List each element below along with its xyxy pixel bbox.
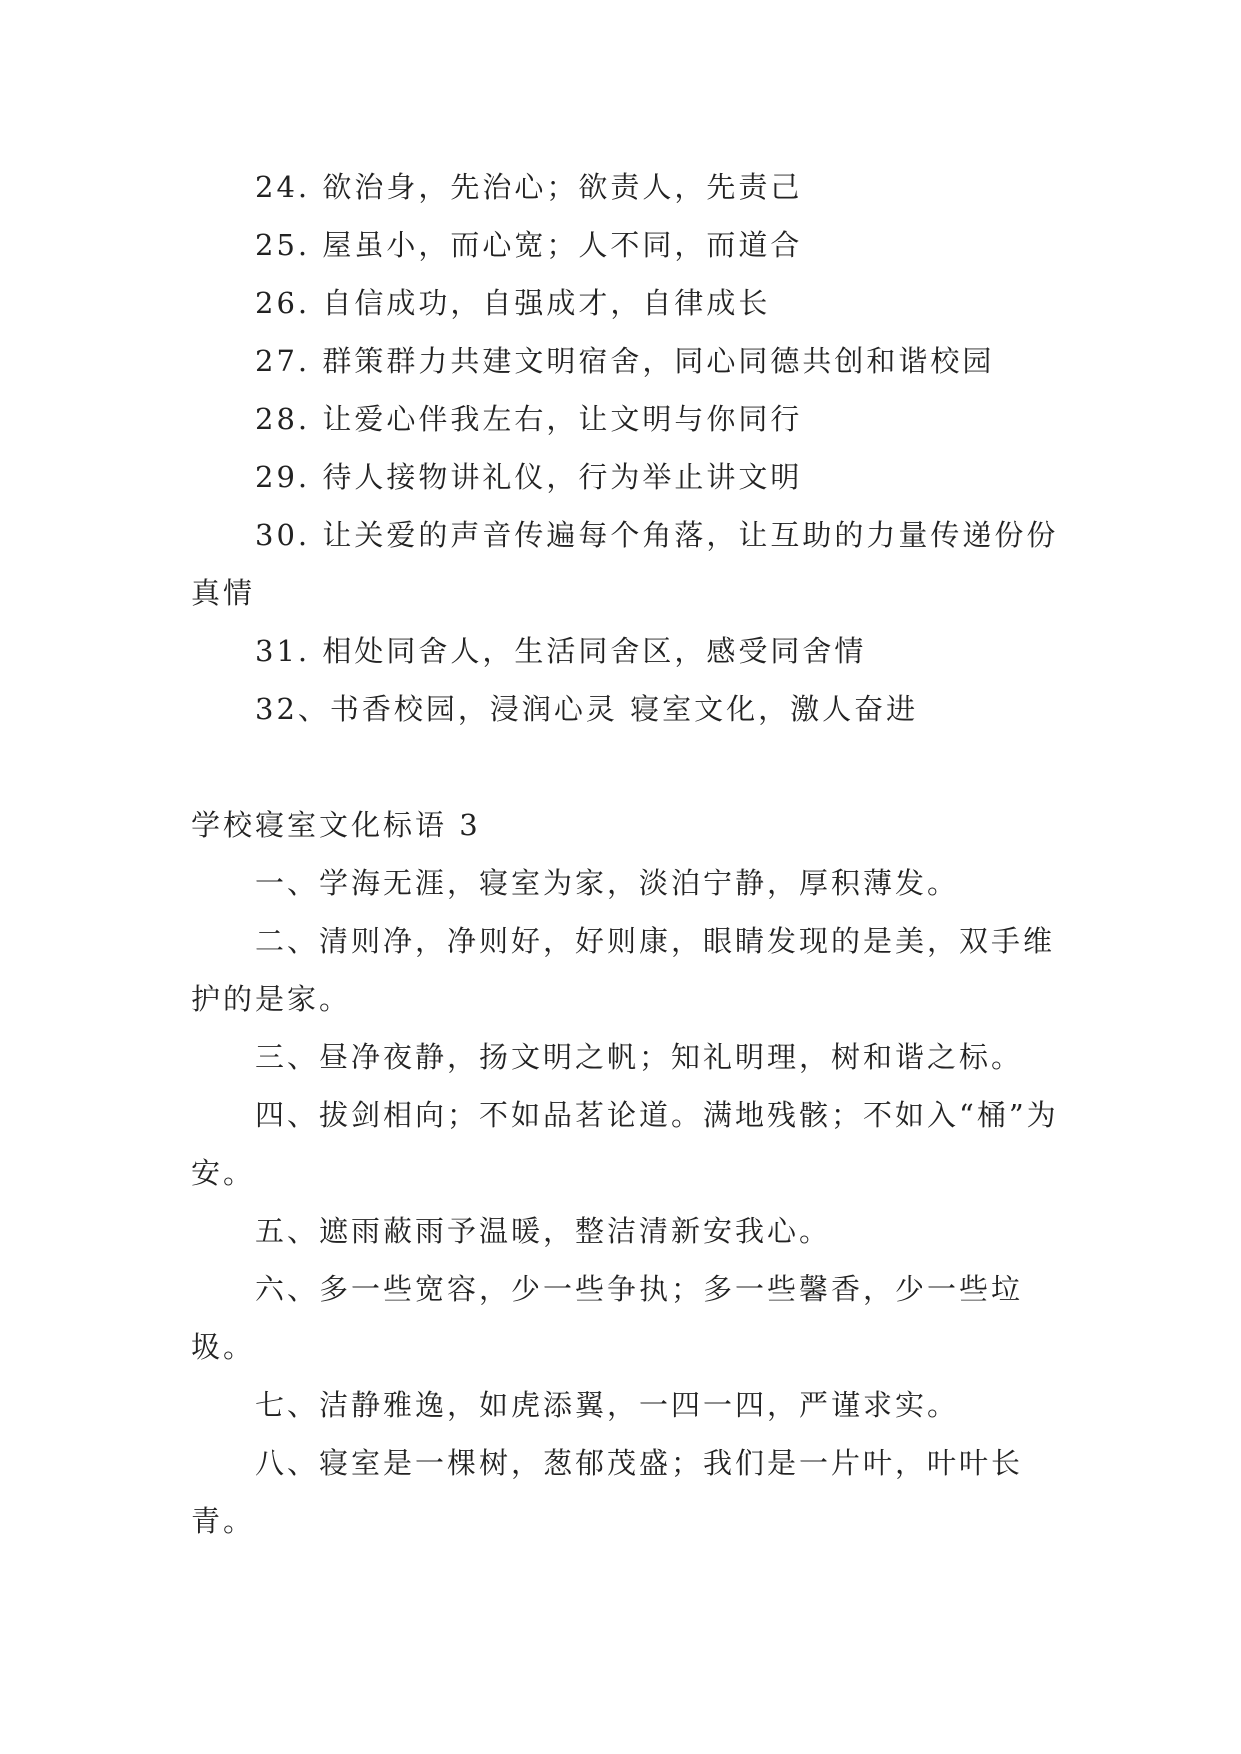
slogan-25: 25. 屋虽小，而心宽；人不同，而道合 <box>255 228 803 262</box>
slogan-26: 26. 自信成功，自强成才，自律成长 <box>255 286 771 320</box>
slogan-three: 三、昼净夜静，扬文明之帆；知礼明理，树和谐之标。 <box>255 1040 1024 1074</box>
slogan-30: 30. 让关爱的声音传遍每个角落，让互助的力量传递份份真情 <box>191 518 1059 610</box>
section-spacer <box>191 738 1071 796</box>
slogan-31: 31. 相处同舍人，生活同舍区，感受同舍情 <box>255 634 867 668</box>
slogan-seven: 七、洁静雅逸，如虎添翼，一四一四，严谨求实。 <box>255 1388 960 1422</box>
slogan-32: 32、书香校园，浸润心灵 寝室文化，激人奋进 <box>255 692 919 726</box>
section-heading: 学校寝室文化标语 3 <box>191 808 481 842</box>
slogan-27: 27. 群策群力共建文明宿舍，同心同德共创和谐校园 <box>255 344 995 378</box>
slogan-four: 四、拔剑相向；不如品茗论道。满地残骸；不如入“桶”为安。 <box>191 1098 1059 1190</box>
slogan-29: 29. 待人接物讲礼仪，行为举止讲文明 <box>255 460 803 494</box>
slogan-one: 一、学海无涯，寝室为家，淡泊宁静，厚积薄发。 <box>255 866 960 900</box>
slogan-eight: 八、寝室是一棵树，葱郁茂盛；我们是一片叶，叶叶长青。 <box>191 1446 1024 1538</box>
slogan-24: 24. 欲治身，先治心；欲责人，先责己 <box>255 170 803 204</box>
slogan-six: 六、多一些宽容，少一些争执；多一些馨香，少一些垃圾。 <box>191 1272 1024 1364</box>
slogan-two: 二、清则净，净则好，好则康，眼睛发现的是美，双手维护的是家。 <box>191 924 1056 1016</box>
document-body <box>191 158 1071 1550</box>
slogan-28: 28. 让爱心伴我左右，让文明与你同行 <box>255 402 803 436</box>
slogan-five: 五、遮雨蔽雨予温暖，整洁清新安我心。 <box>255 1214 832 1248</box>
